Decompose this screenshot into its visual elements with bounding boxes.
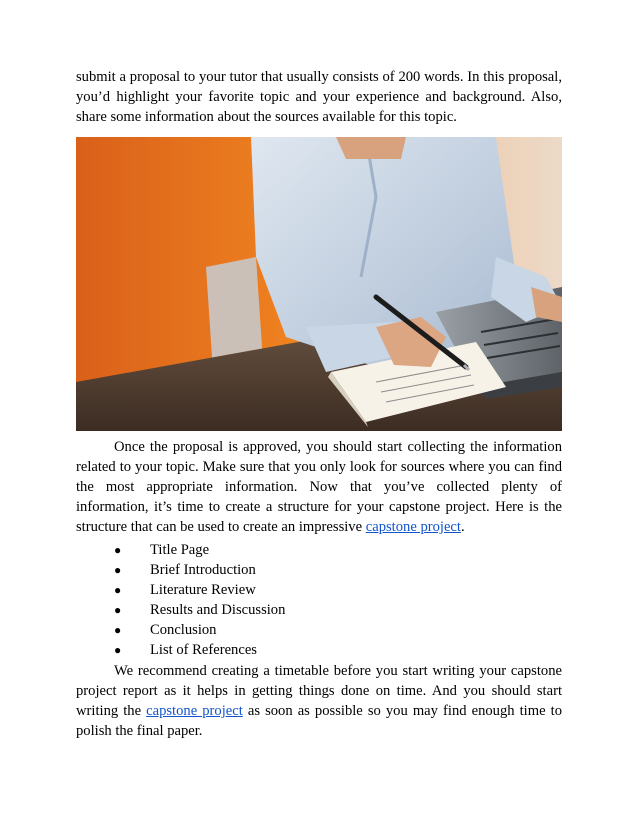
paragraph-text: We recommend creating a timetable before you start writing your capstone project report as it helps in getting things done on time. And you should start writing the <box>76 663 562 720</box>
list-item <box>76 540 562 560</box>
list-item-text: List of References <box>150 642 257 659</box>
capstone-project-link[interactable]: capstone project <box>146 703 243 720</box>
bullet-icon: ● <box>114 623 122 638</box>
paragraph-text: Once the proposal is approved, you should start collecting the information related to your topic. Make sure that you only look for sources where you can find the most appropriate information. Now that you’ve collected plenty of information, it’s time to create a structure for your capstone project. Here is the structure that can be used to create an impressive <box>76 439 562 536</box>
bullet-icon: ● <box>114 643 122 658</box>
list-item-text: Results and Discussion <box>150 602 286 619</box>
list-item-text: Brief Introduction <box>150 562 256 579</box>
bullet-icon: ● <box>114 563 122 578</box>
list-item <box>76 640 562 660</box>
list-item-text: Literature Review <box>150 582 256 599</box>
photo-person-writing <box>76 137 562 431</box>
photo-illustration <box>76 137 562 431</box>
list-item <box>76 600 562 620</box>
structure-list <box>76 540 562 661</box>
list-item-text: Conclusion <box>150 622 217 639</box>
bullet-icon: ● <box>114 543 122 557</box>
list-item-text: Title Page <box>150 542 210 558</box>
bullet-icon: ● <box>114 583 122 598</box>
list-item <box>76 620 562 640</box>
capstone-project-link[interactable]: capstone project <box>365 519 461 536</box>
paragraph-text: as soon as possible so you may find enough time to polish the final paper. <box>76 703 562 740</box>
paragraph-text: . <box>460 519 465 536</box>
paragraph-collect-information <box>76 437 562 537</box>
paragraph-proposal: submit a proposal to your tutor that usually consists of 200 words. In this proposal, you’d highlight your favorite topic and your experience and background. Also, share some information about the sources available for this topic. <box>76 69 562 126</box>
list-item <box>76 580 562 600</box>
list-item <box>76 560 562 580</box>
paragraph-timetable <box>76 661 562 741</box>
bullet-icon: ● <box>114 603 122 618</box>
